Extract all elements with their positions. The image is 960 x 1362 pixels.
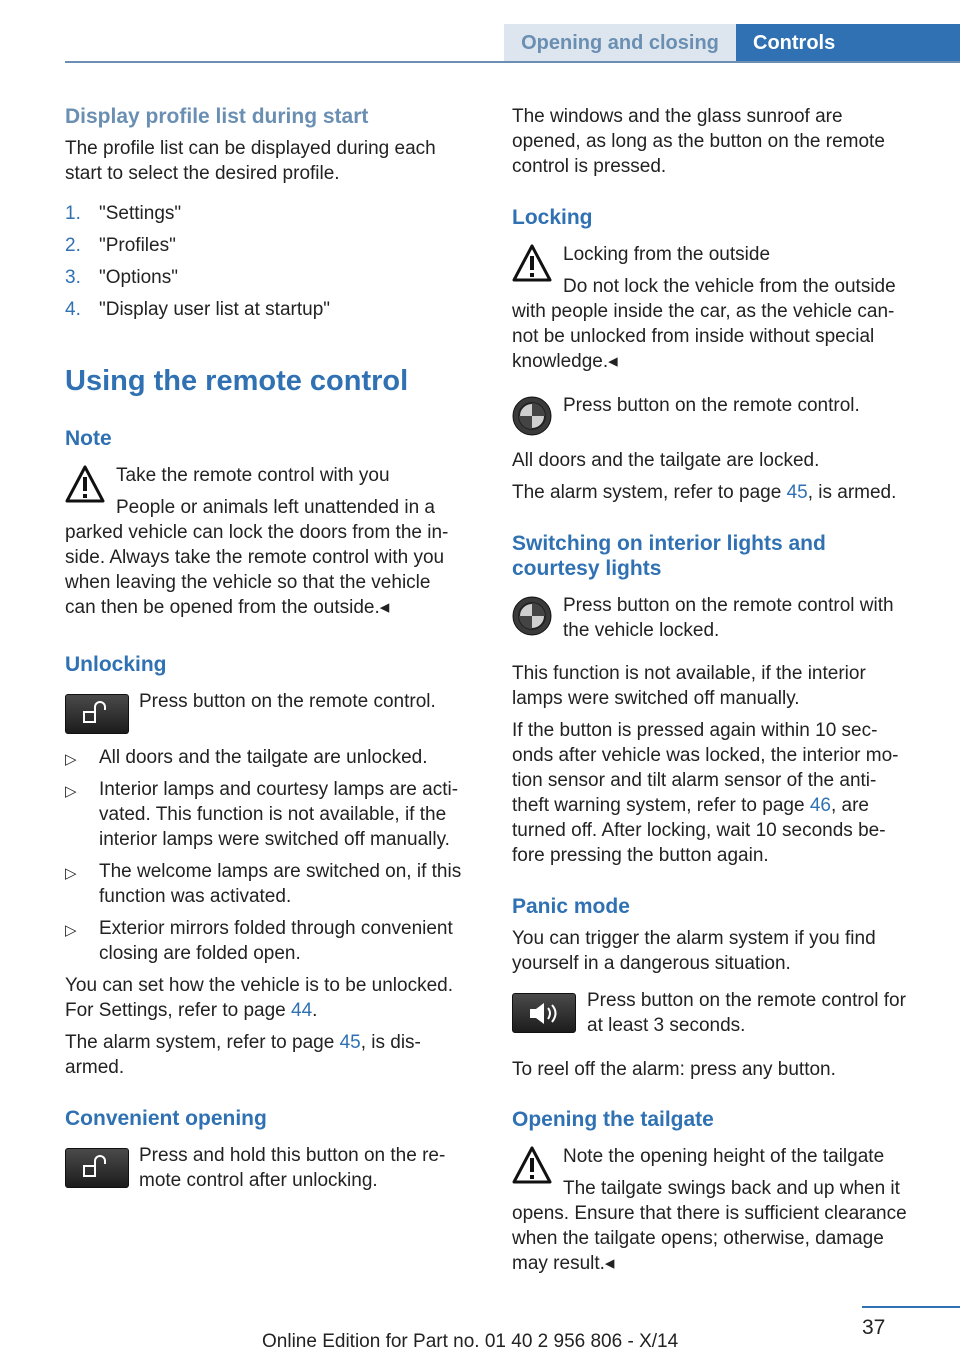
step-number: 1.	[65, 203, 81, 224]
locking-heading: Locking	[512, 206, 593, 229]
bmw-logo-key-icon	[512, 396, 552, 436]
bullet-triangle-icon: ▷	[65, 751, 77, 768]
locking-warning-line: with people inside the car, as the vehicle can-	[512, 301, 895, 322]
step-text: "Display user list at startup"	[99, 299, 331, 320]
note-warning-title: Take the remote control with you	[116, 465, 390, 486]
alarm-page-link[interactable]: 45	[339, 1032, 361, 1053]
settings-ref-text: For Settings, refer to page	[65, 1000, 292, 1021]
settings-line	[65, 998, 317, 1024]
header-rule	[65, 61, 960, 63]
tailgate-warning-line: may result.◂	[512, 1253, 615, 1274]
tailgate-heading: Opening the tailgate	[512, 1108, 714, 1131]
step-text: "Settings"	[99, 203, 182, 224]
unlock-key-icon	[65, 1148, 129, 1188]
warning-triangle-icon	[65, 464, 105, 504]
bullet-text: The welcome lamps are switched on, if this	[99, 861, 462, 882]
alarm-ref-text: The alarm system, refer to page	[65, 1032, 340, 1053]
panic-press-text: Press button on the remote control for	[587, 990, 906, 1011]
page-number: 37	[862, 1316, 886, 1339]
lights-text: This function is not available, if the interior	[512, 663, 866, 684]
locking-warning-title: Locking from the outside	[563, 244, 771, 265]
tailgate-warning-title: Note the opening height of the tailgate	[563, 1146, 885, 1167]
bullet-text: closing are folded open.	[99, 943, 301, 964]
unlock-key-icon	[65, 694, 129, 734]
locked-text: All doors and the tailgate are locked.	[512, 450, 820, 471]
header-section-tab[interactable]: Opening and closing	[504, 24, 736, 62]
unlocking-text: Press button on the remote control.	[139, 691, 436, 712]
again-page-link[interactable]: 46	[809, 795, 831, 816]
header-chapter-tab[interactable]: Controls	[736, 24, 960, 62]
tailgate-warning-line: opens. Ensure that there is sufficient clearance	[512, 1203, 907, 1224]
lights-text: lamps were switched off manually.	[512, 688, 800, 709]
settings-page-link[interactable]: 44	[291, 1000, 313, 1021]
bmw-logo-key-icon	[512, 596, 552, 636]
step-number: 3.	[65, 267, 81, 288]
bullet-triangle-icon: ▷	[65, 783, 77, 800]
panic-text: yourself in a dangerous situation.	[512, 953, 791, 974]
locking-press-text: Press button on the remote control.	[563, 395, 860, 416]
windows-text: opened, as long as the button on the remote	[512, 131, 885, 152]
note-warning-line: People or animals left unattended in a	[116, 497, 435, 518]
unlocking-heading: Unlocking	[65, 653, 167, 676]
bullet-text: vated. This function is not available, if the	[99, 804, 447, 825]
armed-ref-end: , is armed.	[807, 482, 897, 503]
step-number: 4.	[65, 299, 81, 320]
again-text: turned off. After locking, wait 10 seconds be-	[512, 820, 886, 841]
warning-triangle-icon	[512, 243, 552, 283]
again-text: If the button is pressed again within 10 sec-	[512, 720, 878, 741]
again-text: fore pressing the button again.	[512, 845, 769, 866]
lights-heading: Switching on interior lights and	[512, 532, 826, 555]
lights-heading: courtesy lights	[512, 557, 662, 580]
bullet-triangle-icon: ▷	[65, 922, 77, 939]
again-text: onds after vehicle was locked, the interior mo-	[512, 745, 899, 766]
again-ref-end: , are	[830, 795, 869, 816]
footer-edition: Online Edition for Part no. 01 40 2 956 806 - X/14	[262, 1331, 679, 1352]
lights-press-text: Press button on the remote control with	[563, 595, 894, 616]
footer-rule	[862, 1306, 960, 1308]
step-number: 2.	[65, 235, 81, 256]
alarm-ref-end: , is dis-	[360, 1032, 421, 1053]
tailgate-warning-line: The tailgate swings back and up when it	[563, 1178, 900, 1199]
bullet-triangle-icon: ▷	[65, 865, 77, 882]
panic-speaker-key-icon	[512, 993, 576, 1033]
alarm-line	[65, 1030, 421, 1056]
convenient-text: Press and hold this button on the re-	[139, 1145, 446, 1166]
panic-text: You can trigger the alarm system if you find	[512, 928, 876, 949]
profile-text-line: start to select the desired profile.	[65, 163, 340, 184]
note-warning-line: can then be opened from the outside.◂	[65, 597, 390, 618]
bullet-text: Exterior mirrors folded through convenient	[99, 918, 453, 939]
panic-heading: Panic mode	[512, 895, 630, 918]
step-text: "Profiles"	[99, 235, 176, 256]
armed-page-link[interactable]: 45	[786, 482, 808, 503]
note-warning-line: parked vehicle can lock the doors from the in-	[65, 522, 449, 543]
reel-text: To reel off the alarm: press any button.	[512, 1059, 836, 1080]
warning-triangle-icon	[512, 1145, 552, 1185]
bullet-text: function was activated.	[99, 886, 292, 907]
again-ref-text: theft warning system, refer to page	[512, 795, 810, 816]
locking-warning-line: knowledge.◂	[512, 351, 618, 372]
note-warning-line: side. Always take the remote control with you	[65, 547, 445, 568]
note-heading: Note	[65, 427, 112, 450]
again-text: tion sensor and tilt alarm sensor of the anti-	[512, 770, 877, 791]
profile-text-line: The profile list can be displayed during each	[65, 138, 436, 159]
panic-press-text: at least 3 seconds.	[587, 1015, 746, 1036]
tailgate-warning-line: when the tailgate opens; otherwise, damage	[512, 1228, 884, 1249]
locking-warning-line: Do not lock the vehicle from the outside	[563, 276, 896, 297]
note-warning-line: when leaving the vehicle so that the vehicle	[65, 572, 431, 593]
bullet-text: All doors and the tailgate are unlocked.	[99, 747, 428, 768]
profile-heading: Display profile list during start	[65, 105, 369, 128]
windows-text: control is pressed.	[512, 156, 667, 177]
lights-press-text: the vehicle locked.	[563, 620, 720, 641]
locking-warning-line: not be unlocked from inside without special	[512, 326, 875, 347]
settings-ref-end: .	[312, 1000, 318, 1021]
remote-control-title: Using the remote control	[65, 365, 409, 397]
bullet-text: interior lamps were switched off manually.	[99, 829, 450, 850]
again-text	[512, 793, 869, 819]
armed-ref-text: The alarm system, refer to page	[512, 482, 787, 503]
bullet-text: Interior lamps and courtesy lamps are acti-	[99, 779, 459, 800]
windows-text: The windows and the glass sunroof are	[512, 106, 843, 127]
convenient-text: mote control after unlocking.	[139, 1170, 378, 1191]
alarm-line: armed.	[65, 1057, 125, 1078]
convenient-heading: Convenient opening	[65, 1107, 267, 1130]
armed-line	[512, 480, 896, 506]
step-text: "Options"	[99, 267, 178, 288]
settings-line: You can set how the vehicle is to be unlocked.	[65, 975, 453, 996]
